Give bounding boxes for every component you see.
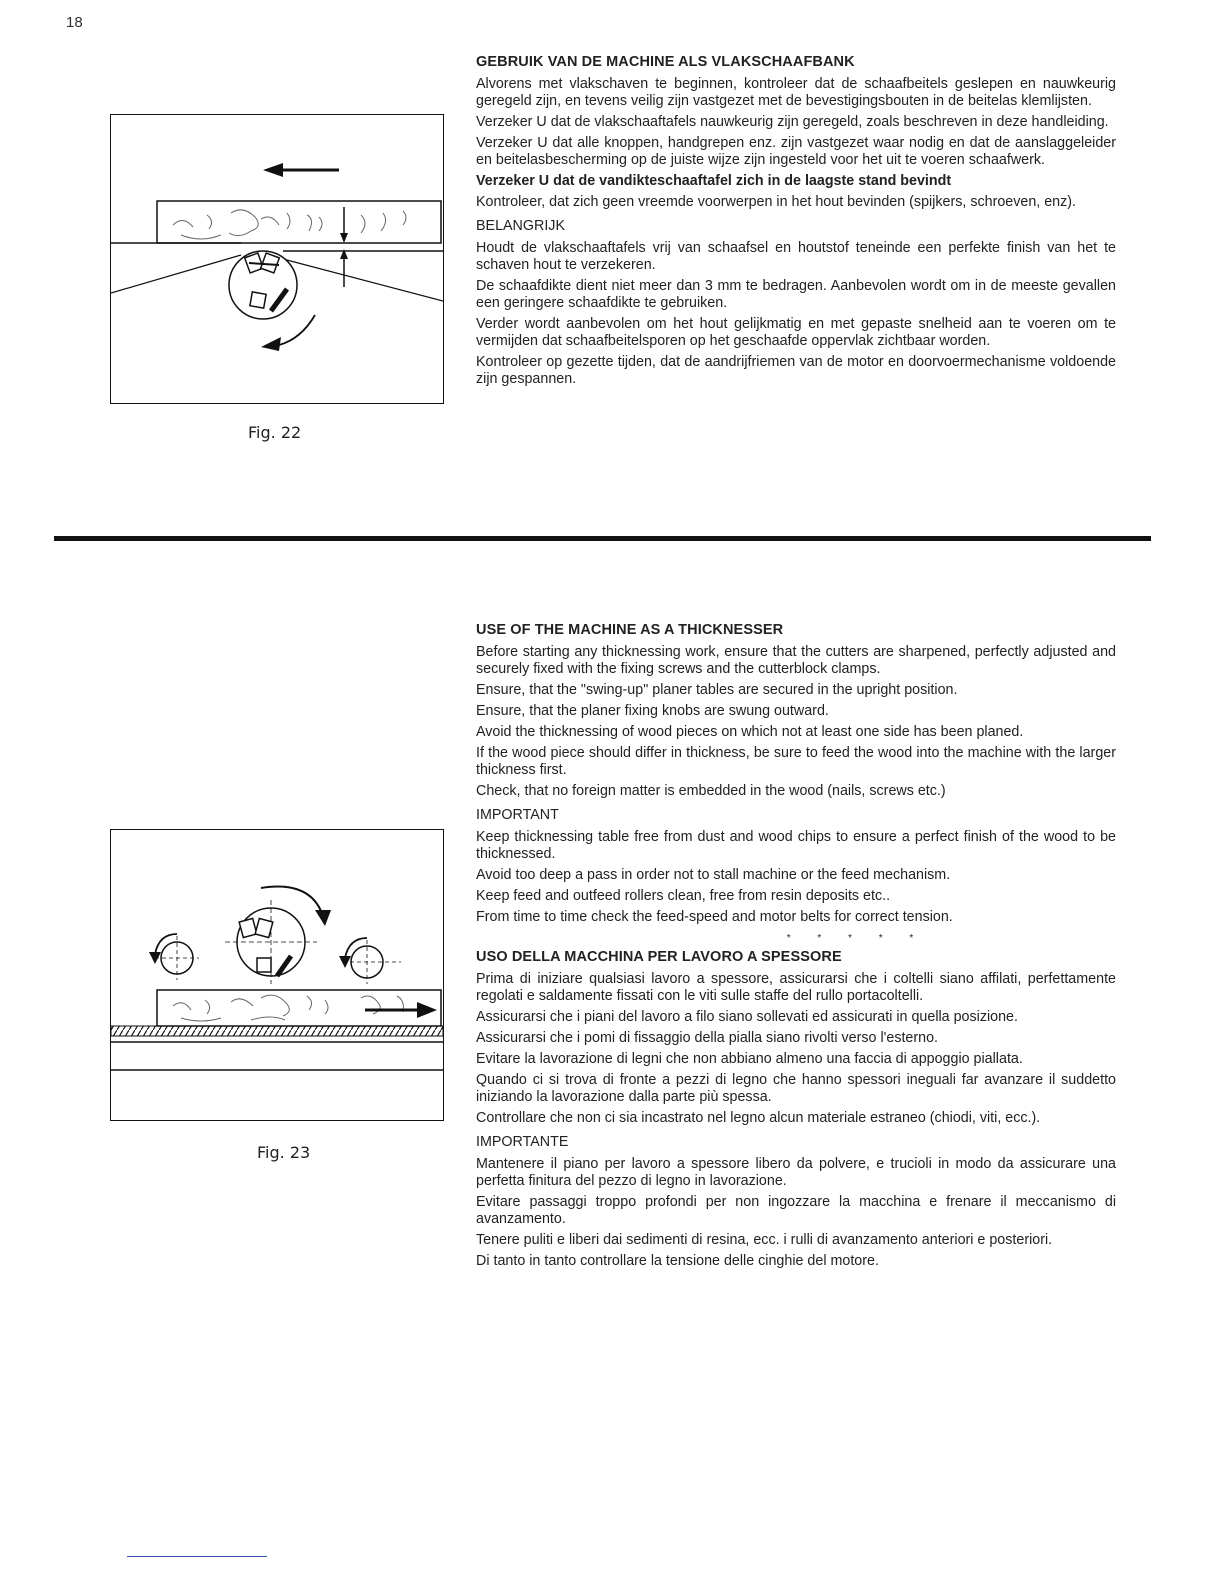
wood-workpiece [157, 201, 441, 243]
rotation-arrow-icon [261, 315, 315, 351]
thicknessing-table [111, 1026, 443, 1036]
italian-paragraph: Evitare passaggi troppo profondi per non ingozzare la macchina e frenare il meccanismo di avanzamento. [476, 1194, 1116, 1227]
english-paragraph: Avoid too deep a pass in order not to stall machine or the feed mechanism. [476, 867, 951, 883]
italian-paragraph: Assicurarsi che i piani del lavoro a filo siano sollevati ed assicurati in quella posizione. [476, 1009, 1018, 1025]
figure-22-planer-diagram [110, 114, 444, 404]
italian-paragraph: Di tanto in tanto controllare la tensione delle cinghie del motore. [476, 1253, 879, 1269]
dutch-paragraph: De schaafdikte dient niet meer dan 3 mm te bedragen. Aanbevolen wordt om in de meeste gevallen een geringere schaafdikte te gebruiken. [476, 278, 1116, 311]
figure-23-caption: Fig. 23 [257, 1143, 311, 1162]
figure-23-thicknesser-diagram [110, 829, 444, 1121]
english-paragraph: If the wood piece should differ in thickness, be sure to feed the wood into the machine with the larger thickness first. [476, 745, 1116, 778]
dutch-paragraph: Verzeker U dat de vlakschaaftafels nauwkeurig zijn geregeld, zoals beschreven in deze handleiding. [476, 114, 1109, 130]
page-number: 18 [66, 14, 83, 31]
italian-paragraph: Evitare la lavorazione di legni che non abbiano almeno una faccia di appoggio piallata. [476, 1051, 1023, 1067]
infeed-roller-icon [149, 934, 199, 980]
english-paragraph: Check, that no foreign matter is embedded in the wood (nails, screws etc.) [476, 783, 946, 799]
english-paragraph: Keep feed and outfeed rollers clean, free from resin deposits etc.. [476, 888, 891, 904]
cutterblock-icon [225, 900, 317, 984]
dutch-paragraph: Kontroleer, dat zich geen vreemde voorwerpen in het hout bevinden (spijkers, schroeven, enz). [476, 194, 1077, 210]
dutch-paragraph: Kontroleer op gezette tijden, dat de aandrijfriemen van de motor en doorvoermechanisme voldoende zijn gespannen. [476, 354, 1116, 387]
outfeed-roller-icon [339, 938, 401, 984]
english-paragraph: Keep thicknessing table free from dust and wood chips to ensure a perfect finish of the wood to be thicknessed. [476, 829, 1116, 862]
italian-paragraph: Assicurarsi che i pomi di fissaggio della pialla siano rivolti verso l'esterno. [476, 1030, 939, 1046]
dutch-paragraph: Houdt de vlakschaaftafels vrij van schaafsel en houtstof teneinde een perfekte finish van het te schaven hout te verzekeren. [476, 240, 1116, 273]
dutch-bold-notice: Verzeker U dat de vandikteschaaftafel zich in de laagste stand bevindt [476, 173, 952, 189]
italian-paragraph: Quando ci si trova di fronte a pezzi di legno che hanno spessori ineguali far avanzare il suddetto iniziando la lavorazione dalla parte più spessa. [476, 1072, 1116, 1105]
english-important-label: IMPORTANT [476, 807, 559, 823]
section-separator-stars: * * * * * [786, 933, 926, 944]
cutterblock-icon [229, 251, 297, 319]
dutch-important-label: BELANGRIJK [476, 218, 565, 234]
english-italian-section [476, 622, 1116, 1274]
figure-22-caption: Fig. 22 [248, 423, 302, 442]
english-paragraph: From time to time check the feed-speed and motor belts for correct tension. [476, 909, 953, 925]
english-paragraph: Before starting any thicknessing work, ensure that the cutters are sharpened, perfectly adjusted and securely fixed with the fixing screws and the cutterblock clamps. [476, 644, 1116, 677]
section-divider [54, 536, 1151, 541]
dutch-heading: GEBRUIK VAN DE MACHINE ALS VLAKSCHAAFBANK [476, 54, 855, 70]
italian-important-label: IMPORTANTE [476, 1134, 569, 1150]
feed-direction-arrow-icon [263, 163, 339, 177]
italian-paragraph: Prima di iniziare qualsiasi lavoro a spessore, assicurarsi che i coltelli siano affilati, perfettamente regolati e saldamente fissati con le viti sulle staffe del rullo portacoltelli. [476, 971, 1116, 1004]
italian-paragraph: Mantenere il piano per lavoro a spessore libero da polvere, e trucioli in modo da assicurare una perfetta finitura del pezzo di legno in lavorazione. [476, 1156, 1116, 1189]
dutch-section [476, 54, 1116, 392]
english-heading: USE OF THE MACHINE AS A THICKNESSER [476, 622, 784, 638]
english-paragraph: Avoid the thicknessing of wood pieces on which not at least one side has been planed. [476, 724, 1024, 740]
dutch-paragraph: Alvorens met vlakschaven te beginnen, kontroleer dat de schaafbeitels geslepen en nauwkeurig geregeld zijn, en tevens veilig zijn vastgezet met de bevestigingsbouten in de beitelas klemlijsten. [476, 76, 1116, 109]
italian-paragraph: Tenere puliti e liberi dai sedimenti di resina, ecc. i rulli di avanzamento anteriori e posteriori. [476, 1232, 1053, 1248]
footer-line [127, 1556, 267, 1557]
english-paragraph: Ensure, that the "swing-up" planer tables are secured in the upright position. [476, 682, 958, 698]
italian-heading: USO DELLA MACCHINA PER LAVORO A SPESSORE [476, 949, 842, 965]
italian-paragraph: Controllare che non ci sia incastrato nel legno alcun materiale estraneo (chiodi, viti, ecc.). [476, 1110, 1041, 1126]
dutch-paragraph: Verzeker U dat alle knoppen, handgrepen enz. zijn vastgezet waar nodig en dat de aanslaggeleider en beitelasbescherming op de juiste wijze zijn ingesteld voor het uit te voeren schaafwerk. [476, 135, 1116, 168]
english-paragraph: Ensure, that the planer fixing knobs are swung outward. [476, 703, 829, 719]
dutch-paragraph: Verder wordt aanbevolen om het hout gelijkmatig en met gepaste snelheid aan te voeren om te vermijden dat schaafbeitelsporen op het geschaafde oppervlak zichtbaar worden. [476, 316, 1116, 349]
